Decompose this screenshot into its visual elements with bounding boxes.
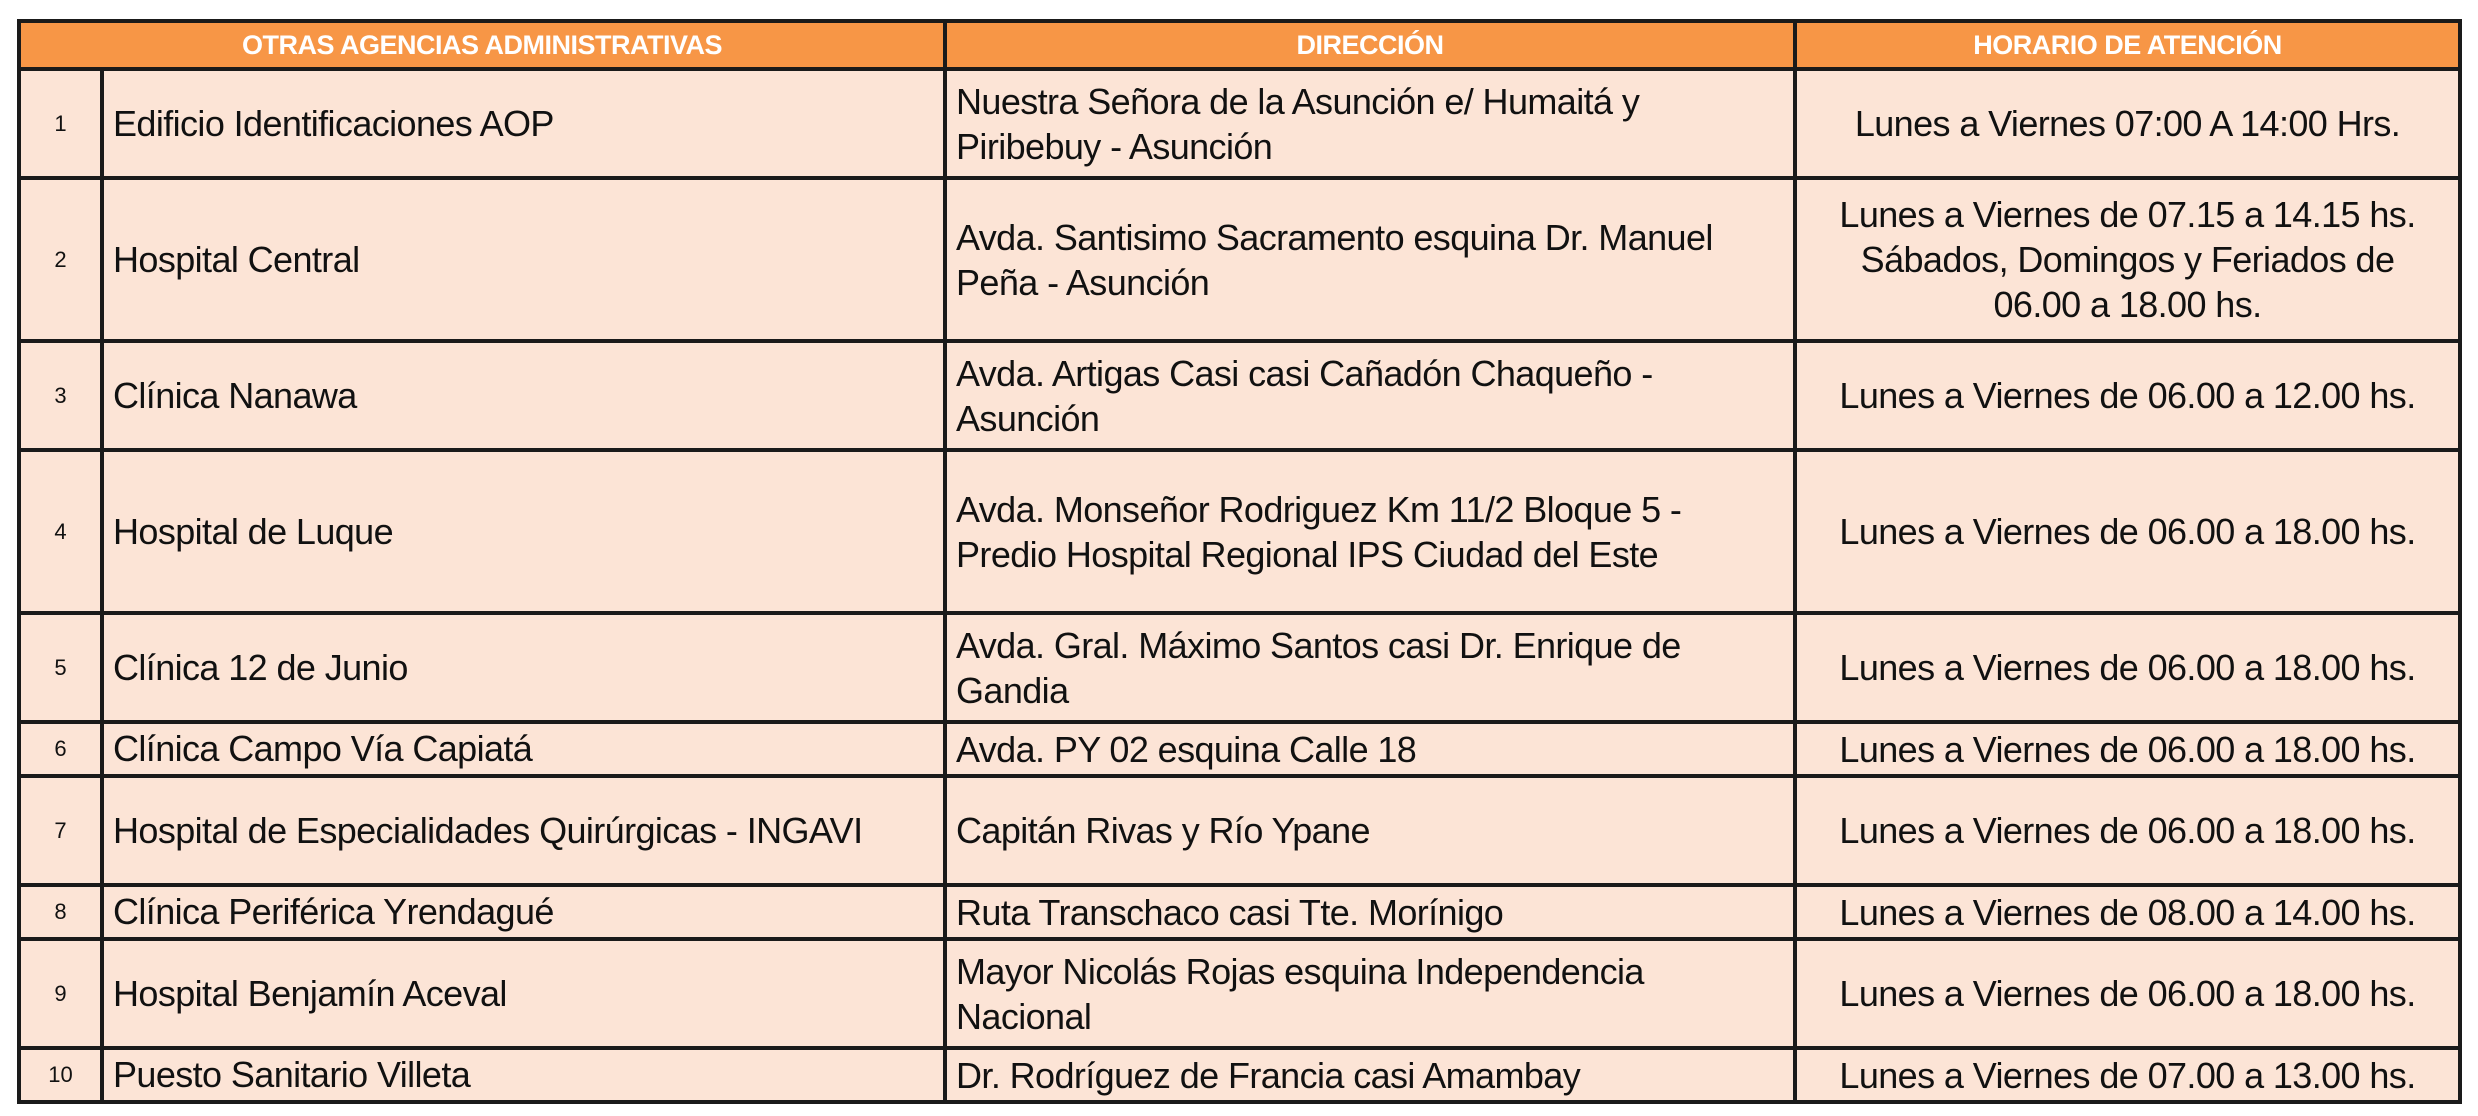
agency-name: Clínica Campo Vía Capiatá: [102, 722, 945, 776]
agency-name: Clínica Nanawa: [102, 341, 945, 450]
header-agencies: OTRAS AGENCIAS ADMINISTRATIVAS: [19, 21, 945, 69]
table-row: [19, 1048, 2460, 1102]
agency-address: Mayor Nicolás Rojas esquina Independencia Nacional: [945, 939, 1795, 1048]
table-row: [19, 722, 2460, 776]
header-address: DIRECCIÓN: [945, 21, 1795, 69]
table-row: [19, 450, 2460, 613]
row-number: 10: [19, 1048, 102, 1102]
row-number: 3: [19, 341, 102, 450]
agency-hours: [1795, 613, 2460, 722]
table-row: [19, 178, 2460, 341]
table-row: [19, 69, 2460, 178]
table-row: [19, 939, 2460, 1048]
agency-address: Avda. Artigas Casi casi Cañadón Chaqueño - Asunción: [945, 341, 1795, 450]
agency-hours: [1795, 776, 2460, 885]
agency-name: Hospital Central: [102, 178, 945, 341]
row-number: 6: [19, 722, 102, 776]
agencies-table: [17, 19, 2462, 1104]
agency-address: Avda. Santisimo Sacramento esquina Dr. Manuel Peña - Asunción: [945, 178, 1795, 341]
row-number: 1: [19, 69, 102, 178]
agency-name: Hospital de Especialidades Quirúrgicas - INGAVI: [102, 776, 945, 885]
table-row: [19, 613, 2460, 722]
row-number: 5: [19, 613, 102, 722]
hours-line: Lunes a Viernes de 07.15 a 14.15 hs.: [1839, 194, 2416, 235]
hours-line: Lunes a Viernes de 06.00 a 18.00 hs.: [1839, 511, 2416, 552]
hours-line: Lunes a Viernes de 06.00 a 18.00 hs.: [1839, 728, 2416, 770]
header-hours: HORARIO DE ATENCIÓN: [1795, 21, 2460, 69]
agency-name: Puesto Sanitario Villeta: [102, 1048, 945, 1102]
agency-address: Avda. Monseñor Rodriguez Km 11/2 Bloque 5 - Predio Hospital Regional IPS Ciudad del Este: [945, 450, 1795, 613]
hours-line: 06.00 a 18.00 hs.: [1993, 284, 2262, 325]
row-number: 2: [19, 178, 102, 341]
agency-address: Ruta Transchaco casi Tte. Morínigo: [945, 885, 1795, 939]
hours-line: Lunes a Viernes de 06.00 a 18.00 hs.: [1839, 810, 2416, 851]
agency-address: Avda. Gral. Máximo Santos casi Dr. Enrique de Gandia: [945, 613, 1795, 722]
agency-hours: [1795, 885, 2460, 939]
agency-name: Hospital de Luque: [102, 450, 945, 613]
agency-address: Capitán Rivas y Río Ypane: [945, 776, 1795, 885]
agency-name: Clínica 12 de Junio: [102, 613, 945, 722]
hours-line: Sábados, Domingos y Feriados de: [1860, 239, 2395, 280]
agency-hours: [1795, 1048, 2460, 1102]
agency-name: Edificio Identificaciones AOP: [102, 69, 945, 178]
table-row: [19, 885, 2460, 939]
row-number: 4: [19, 450, 102, 613]
agency-hours: [1795, 178, 2460, 341]
agency-address: Dr. Rodríguez de Francia casi Amambay: [945, 1048, 1795, 1102]
agency-hours: [1795, 69, 2460, 178]
row-number: 7: [19, 776, 102, 885]
agency-address: Nuestra Señora de la Asunción e/ Humaitá y Piribebuy - Asunción: [945, 69, 1795, 178]
agency-hours: [1795, 341, 2460, 450]
hours-line: Lunes a Viernes de 07.00 a 13.00 hs.: [1839, 1054, 2416, 1096]
table-row: [19, 776, 2460, 885]
agency-name: Hospital Benjamín Aceval: [102, 939, 945, 1048]
hours-line: Lunes a Viernes 07:00 A 14:00 Hrs.: [1854, 103, 2401, 144]
table-header-row: [19, 21, 2460, 69]
agency-address: Avda. PY 02 esquina Calle 18: [945, 722, 1795, 776]
hours-line: Lunes a Viernes de 06.00 a 18.00 hs.: [1839, 647, 2416, 688]
agency-hours: [1795, 450, 2460, 613]
agency-name: Clínica Periférica Yrendagué: [102, 885, 945, 939]
agency-hours: [1795, 722, 2460, 776]
row-number: 8: [19, 885, 102, 939]
hours-line: Lunes a Viernes de 08.00 a 14.00 hs.: [1839, 891, 2416, 933]
table-row: [19, 341, 2460, 450]
hours-line: Lunes a Viernes de 06.00 a 18.00 hs.: [1839, 973, 2416, 1014]
row-number: 9: [19, 939, 102, 1048]
hours-line: Lunes a Viernes de 06.00 a 12.00 hs.: [1839, 375, 2416, 416]
agency-hours: [1795, 939, 2460, 1048]
